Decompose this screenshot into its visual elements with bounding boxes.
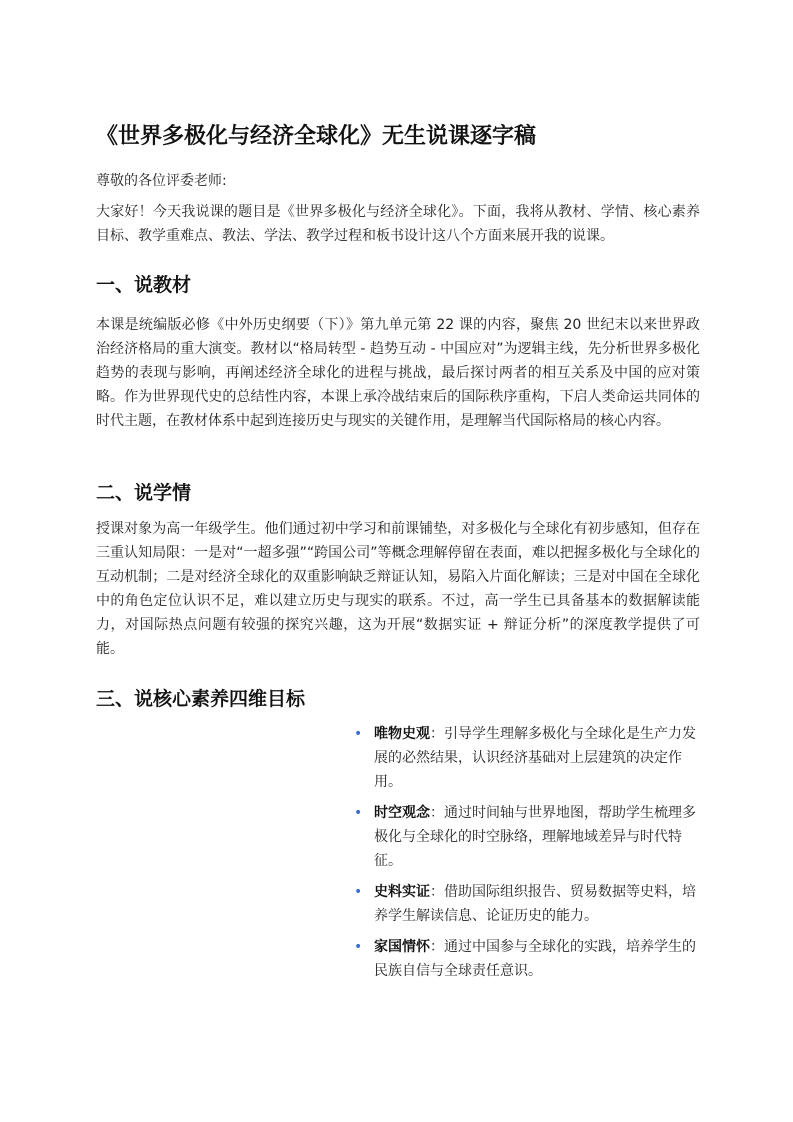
section-heading-goals: 三、说核心素养四维目标 [96,688,306,710]
document-page [96,0,700,1122]
section-heading-students: 二、说学情 [96,482,192,504]
bullet-icon: • [354,726,363,742]
goal-text: ：引导学生理解多极化与全球化是生产力发展的必然结果，认识经济基础对上层建筑的决定作用。 [374,726,696,790]
goal-item-historical-materialism [354,722,700,794]
goal-text: ：借助国际组织报告、贸易数据等史料，培养学生解读信息、论证历史的能力。 [374,884,696,924]
goal-name: 家国情怀 [374,939,430,955]
goal-text: ：通过中国参与全球化的实践，培养学生的民族自信与全球责任意识。 [374,939,696,979]
section-heading-textbook: 一、说教材 [96,274,192,296]
goal-item-space-time [354,801,700,873]
intro-paragraph: 大家好！今天我说课的题目是《世界多极化与经济全球化》。下面，我将从教材、学情、核心素养目标、教学重难点、教法、学法、教学过程和板书设计这八个方面来展开我的说课。 [96,204,700,244]
textbook-paragraph: 本课是统编版必修《中外历史纲要（下）》第九单元第 22 课的内容，聚焦 20 世纪末以来世界政治经济格局的重大演变。教材以“格局转型 - 趋势互动 - 中国应对”为逻辑主线，先分析世界多极化趋势的表现与影响，再阐述经济全球化的进程与挑战，最后探讨两者的相互关系及中国的应对策略。作为世界现代史的总结性内容，本课上承冷战结束后的国际秩序重构，下启人类命运共同体的时代主题，在教材体系中起到连接历史与现实的关键作用，是理解当代国际格局的核心内容。 [96,317,700,429]
greeting: 尊敬的各位评委老师: [96,173,227,189]
page-title: 《世界多极化与经济全球化》无生说课逐字稿 [96,124,537,149]
goal-name: 时空观念 [374,805,430,821]
bullet-icon: • [354,884,363,900]
goal-name: 唯物史观 [374,726,430,742]
core-literacy-goals-list [354,722,700,990]
goal-item-patriotism [354,935,700,983]
goal-name: 史料实证 [374,884,430,900]
students-paragraph: 授课对象为高一年级学生。他们通过初中学习和前课铺垫，对多极化与全球化有初步感知，但存在三重认知局限：一是对“一超多强”“跨国公司”等概念理解停留在表面，难以把握多极化与全球化的互动机制；二是对经济全球化的双重影响缺乏辩证认知，易陷入片面化解读；三是对中国在全球化中的角色定位认识不足，难以建立历史与现实的联系。不过，高一学生已具备基本的数据解读能力，对国际热点问题有较强的探究兴趣，这为开展“数据实证 + 辩证分析”的深度教学提供了可能。 [96,521,700,657]
bullet-icon: • [354,805,363,821]
goal-item-evidence [354,880,700,928]
bullet-icon: • [354,939,363,955]
goal-text: ：通过时间轴与世界地图，帮助学生梳理多极化与全球化的时空脉络，理解地域差异与时代特征。 [374,805,696,869]
